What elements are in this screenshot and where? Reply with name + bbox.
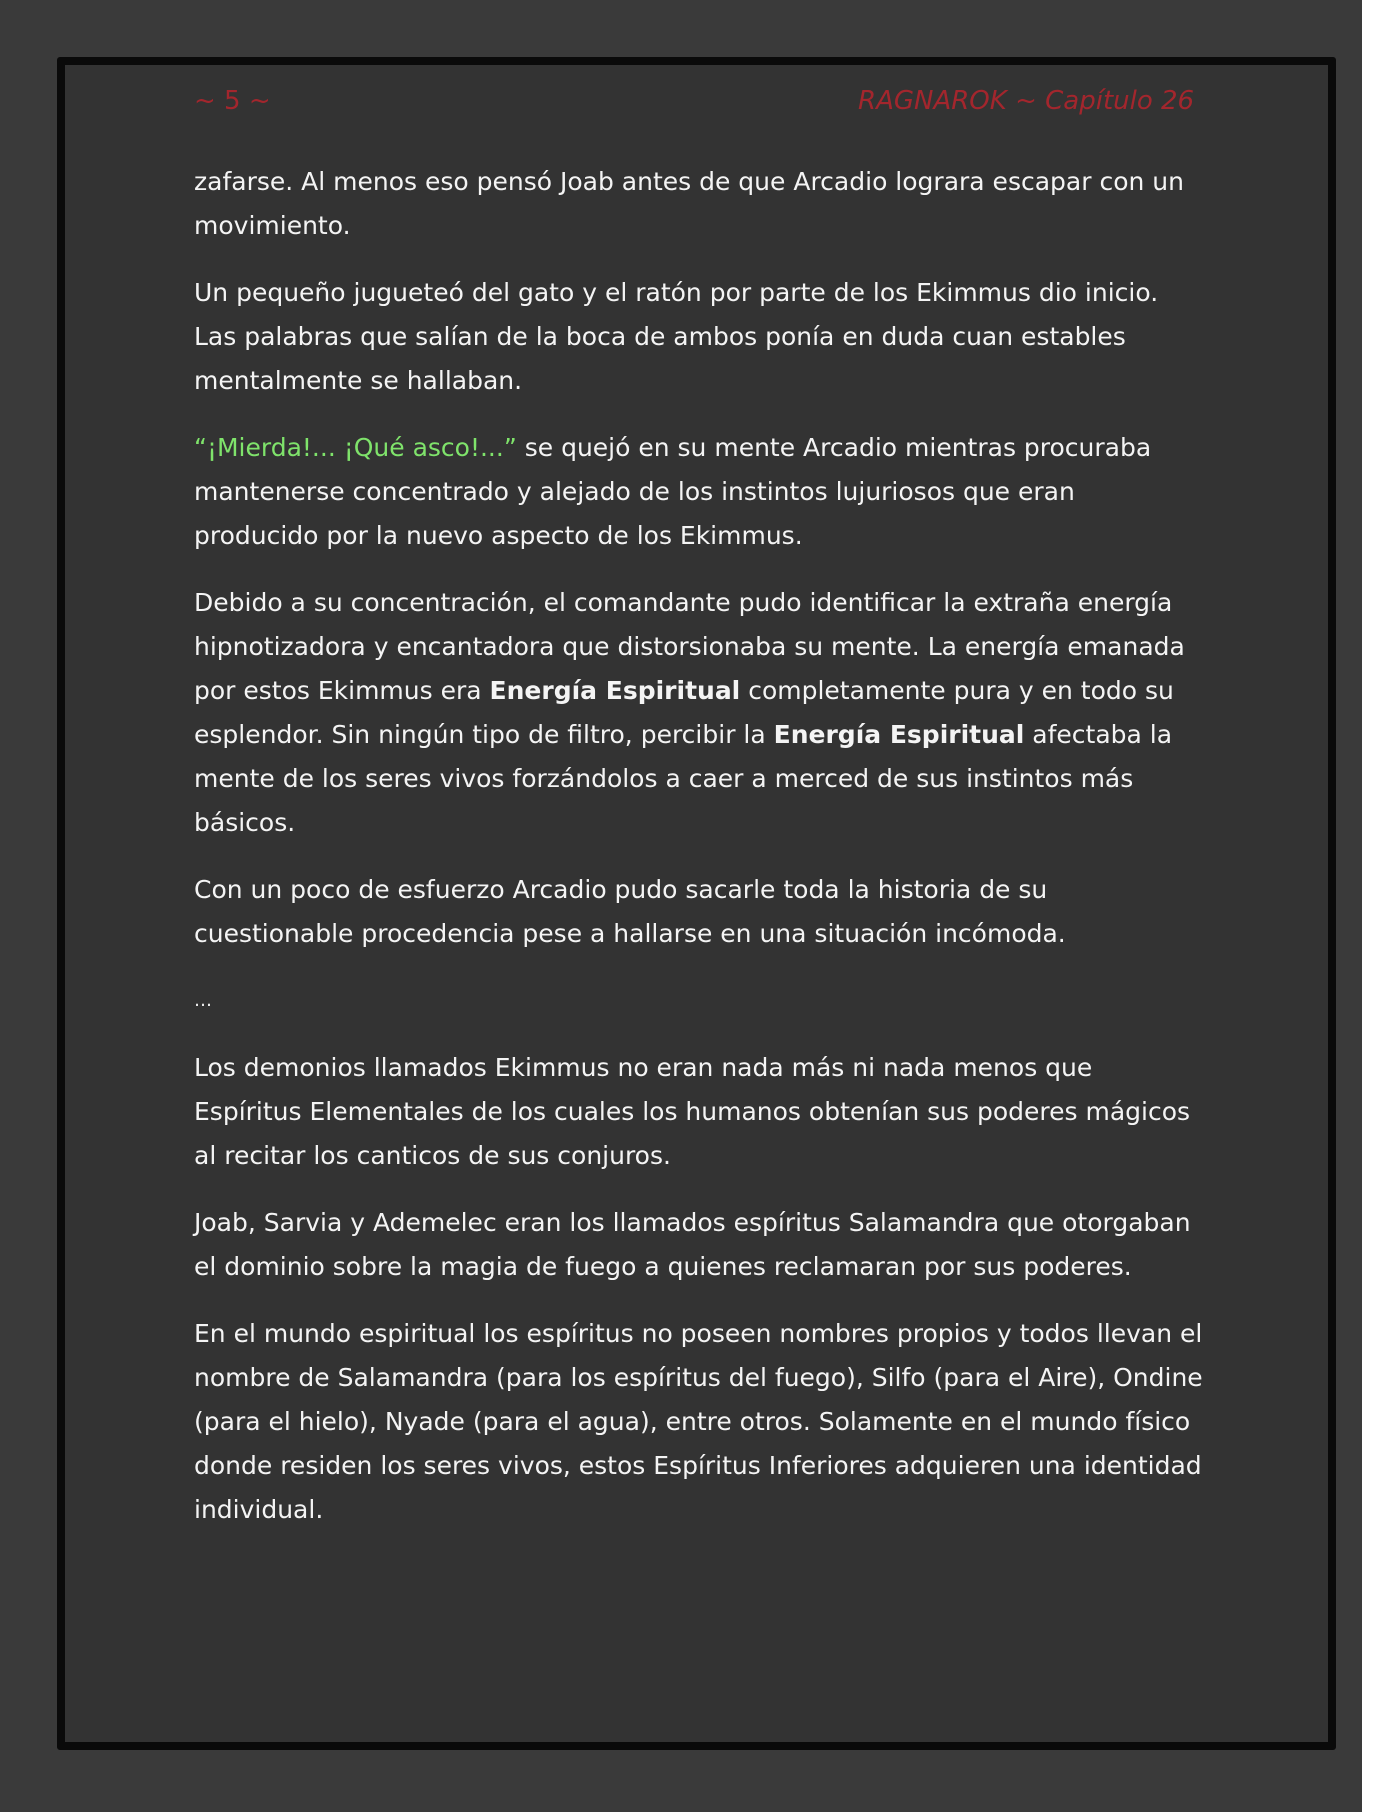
paragraph-4 [194,581,1204,845]
paragraph-4-text-c: afectaba la mente de los seres vivos forzándolos a caer a merced de sus instintos más básicos. [194,720,1173,837]
page-gutter [1362,0,1400,1812]
paragraph-6: Los demonios llamados Ekimmus no eran nada más ni nada menos que Espíritus Elementales de los cuales los humanos obtenían sus poderes mágicos al recitar los canticos de sus conjuros. [194,1053,1191,1170]
paragraph-2: Un pequeño jugueteó del gato y el ratón por parte de los Ekimmus dio inicio. Las palabras que salían de la boca de ambos ponía en duda cuan estables mentalmente se hallaban. [194,278,1159,395]
chapter-title: RAGNAROK ~ Capítulo 26 [858,86,1195,116]
page-number: ~ 5 ~ [194,86,271,116]
paragraph-3-text: se quejó en su mente Arcadio mientras procuraba mantenerse concentrado y alejado de los instintos lujuriosos que eran producido por la nuevo aspecto de los Ekimmus. [194,433,1152,550]
paragraph-8: En el mundo espiritual los espíritus no poseen nombres propios y todos llevan el nombre de Salamandra (para los espíritus del fuego), Silfo (para el Aire), Ondine (para el hielo), Nyade (para el agua), entre otros. Solamente en el mundo físico donde residen los seres vivos, estos Espíritus Inferiores adquieren una identidad individual. [194,1319,1203,1524]
chapter-body [194,160,1204,1555]
paragraph-4-text-b: completamente pura y en todo su esplendor. Sin ningún tipo de filtro, percibir la [194,676,1174,749]
emphasis-term-1: Energía Espiritual [489,676,741,705]
emphasis-term-2: Energía Espiritual [773,720,1025,749]
paragraph-4-text-a: Debido a su concentración, el comandante pudo identificar la extraña energía hipnotizadora y encantadora que distorsionaba su mente. La energía emanada por estos Ekimmus era [194,588,1185,705]
paragraph-7: Joab, Sarvia y Ademelec eran los llamados espíritus Salamandra que otorgaban el dominio sobre la magia de fuego a quienes reclamaran por sus poderes. [194,1208,1191,1281]
paragraph-3 [194,426,1204,558]
paragraph-5: Con un poco de esfuerzo Arcadio pudo sacarle toda la historia de su cuestionable procedencia pese a hallarse en una situación incómoda. [194,875,1066,948]
scene-separator: … [194,990,212,1011]
inner-thought-quote: “¡Mierda!... ¡Qué asco!...” [194,433,517,462]
paragraph-1: zafarse. Al menos eso pensó Joab antes de que Arcadio lograra escapar con un movimiento. [194,167,1184,240]
